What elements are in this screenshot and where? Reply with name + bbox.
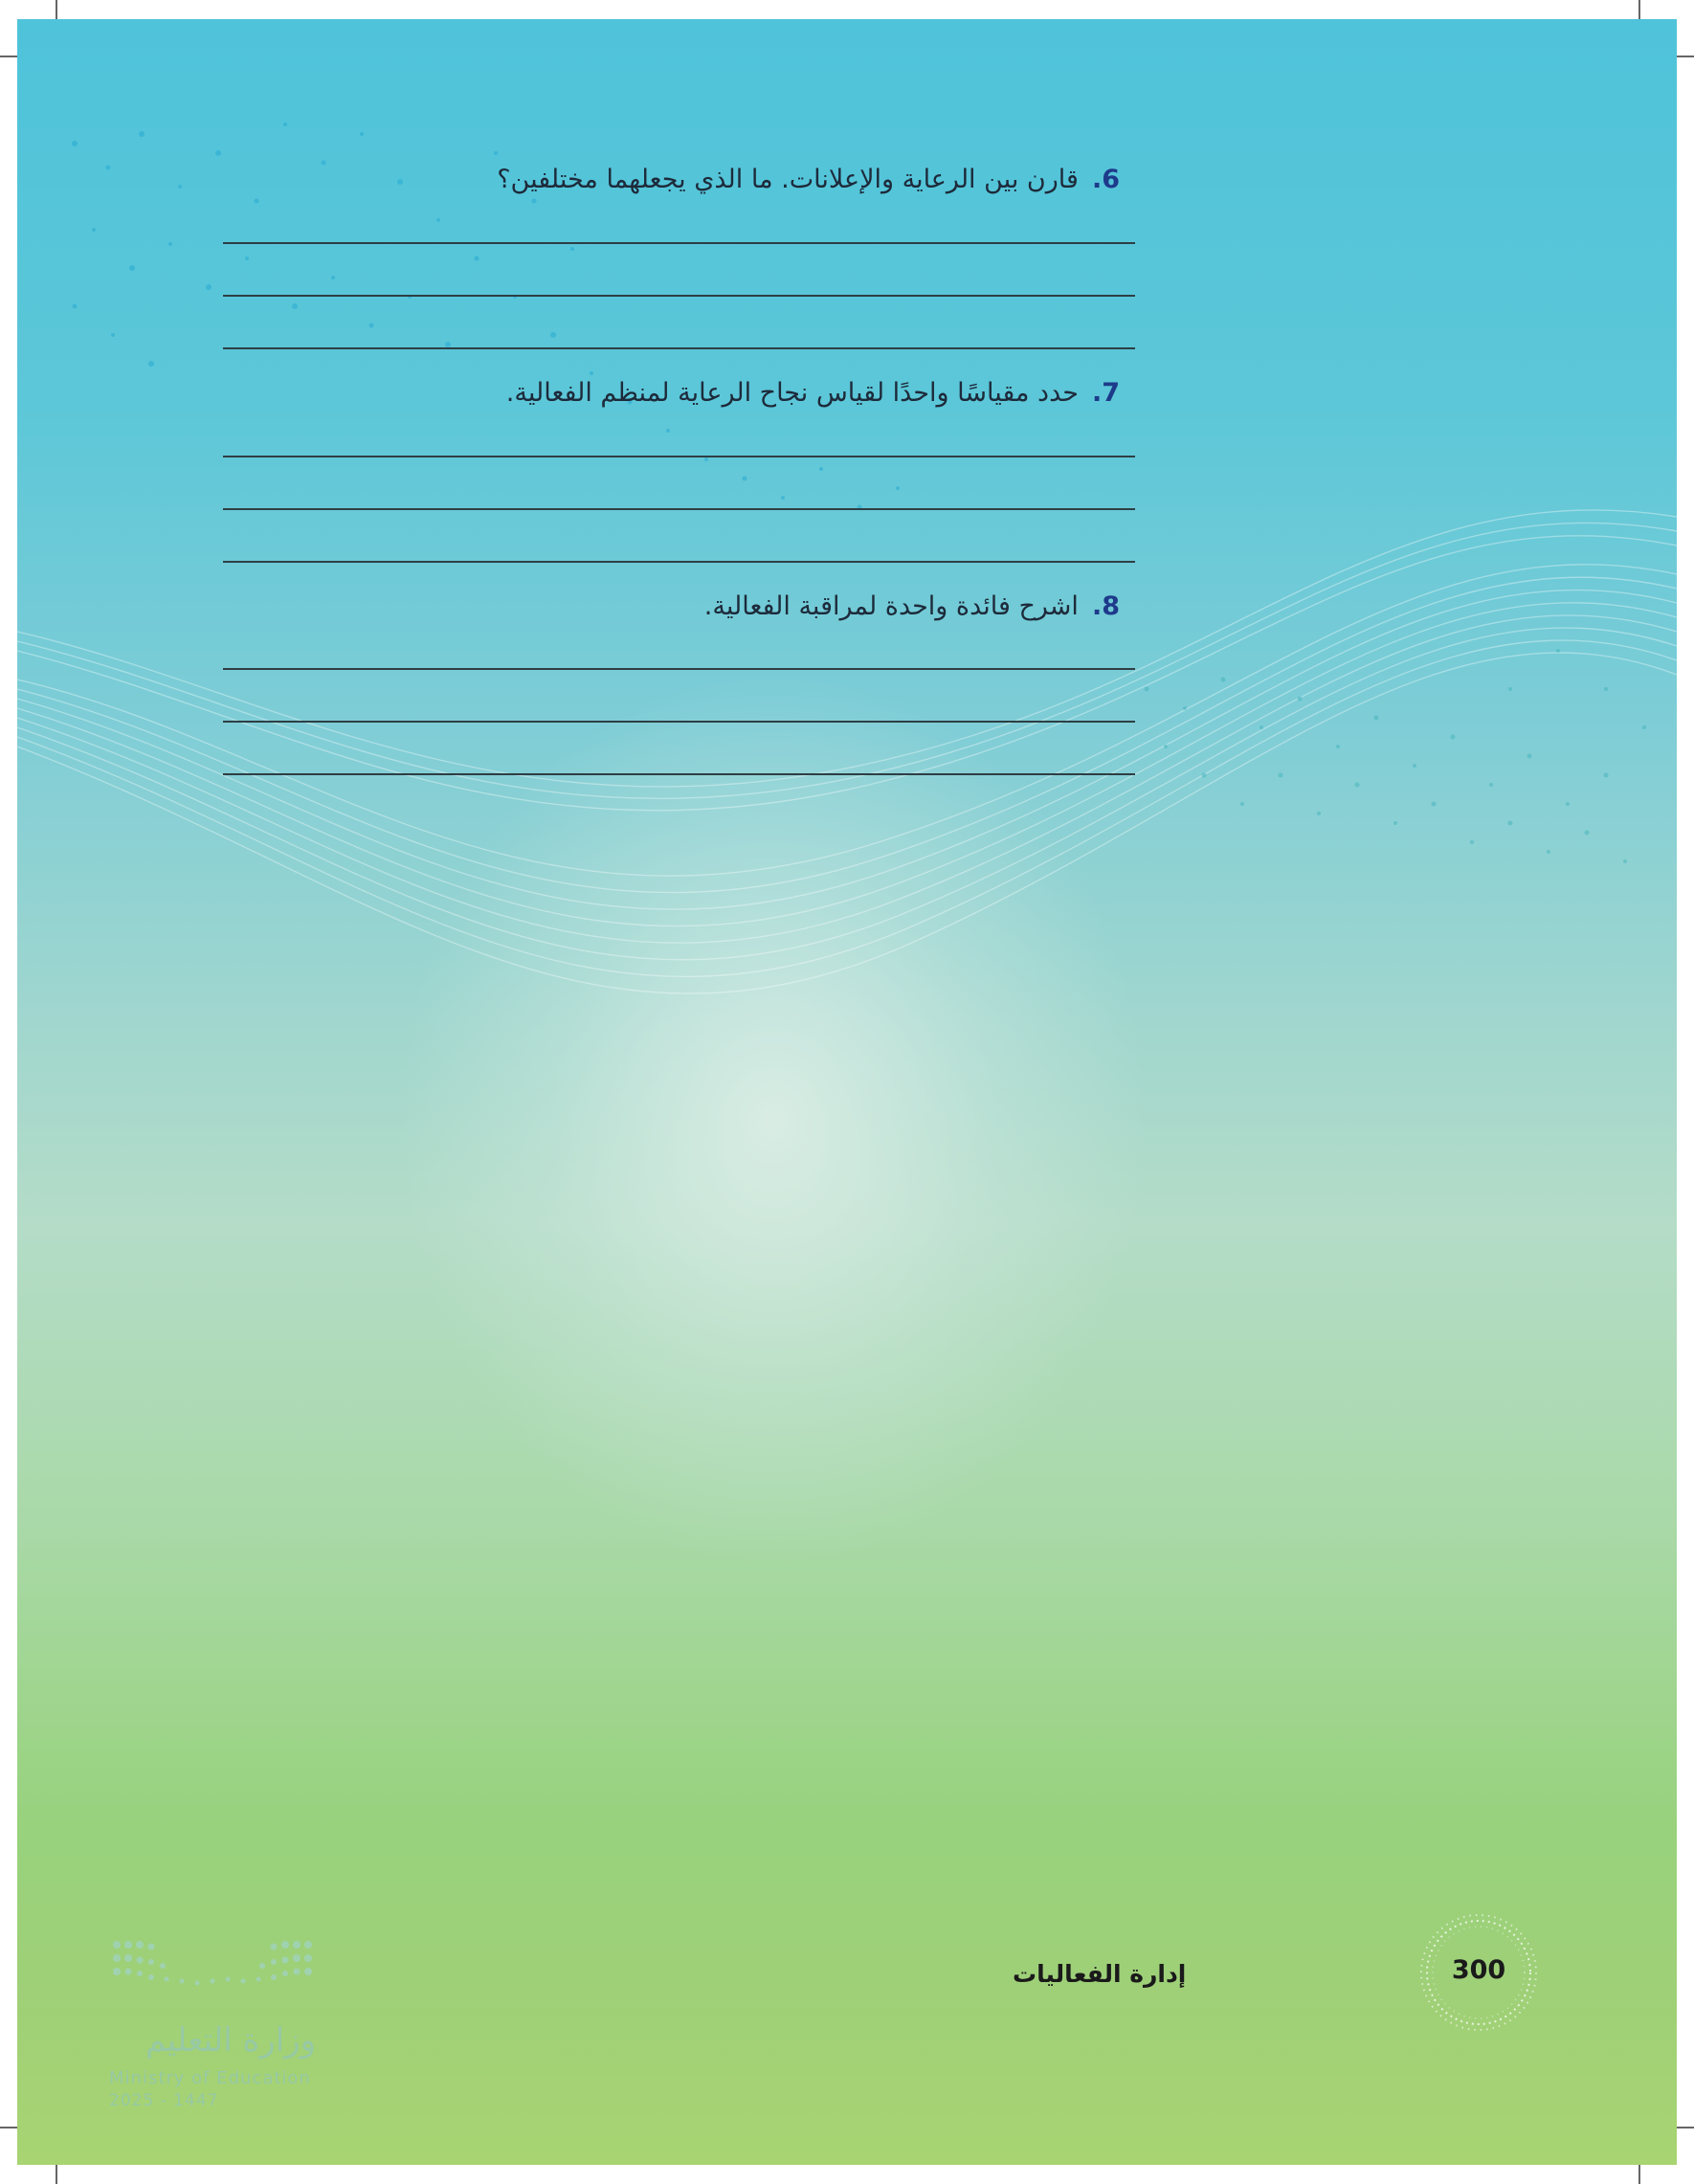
answer-line[interactable] <box>223 773 1135 775</box>
question-7 <box>506 378 1120 408</box>
question-text: اشرح فائدة واحدة لمراقبة الفعالية. <box>703 591 1079 621</box>
answer-line[interactable] <box>223 242 1135 244</box>
answer-line[interactable] <box>223 347 1135 349</box>
answer-line[interactable] <box>223 295 1135 297</box>
background-dot-pattern <box>17 19 1677 2165</box>
answer-line[interactable] <box>223 508 1135 510</box>
question-number: 6. <box>1091 165 1120 194</box>
page-number: 300 <box>1451 1955 1506 1985</box>
answer-line[interactable] <box>223 721 1135 723</box>
ministry-logo-years: 2025 - 1447 <box>109 2091 219 2110</box>
question-number: 7. <box>1091 378 1120 408</box>
ministry-logo-english: Ministry of Education <box>109 2068 311 2088</box>
question-text: حدد مقياسًا واحدًا لقياس نجاح الرعاية لمنظم الفعالية. <box>505 378 1079 408</box>
question-6 <box>497 165 1120 194</box>
ministry-logo-arabic: وزارة التعليم <box>145 2021 316 2060</box>
answer-line[interactable] <box>223 668 1135 670</box>
answer-line[interactable] <box>223 456 1135 457</box>
book-title: إدارة الفعاليات <box>1013 1960 1187 1988</box>
worksheet-page <box>17 19 1677 2165</box>
question-8 <box>704 591 1120 621</box>
question-number: 8. <box>1091 591 1120 621</box>
answer-line[interactable] <box>223 561 1135 563</box>
question-text: قارن بين الرعاية والإعلانات. ما الذي يجعلهما مختلفين؟ <box>497 165 1079 194</box>
